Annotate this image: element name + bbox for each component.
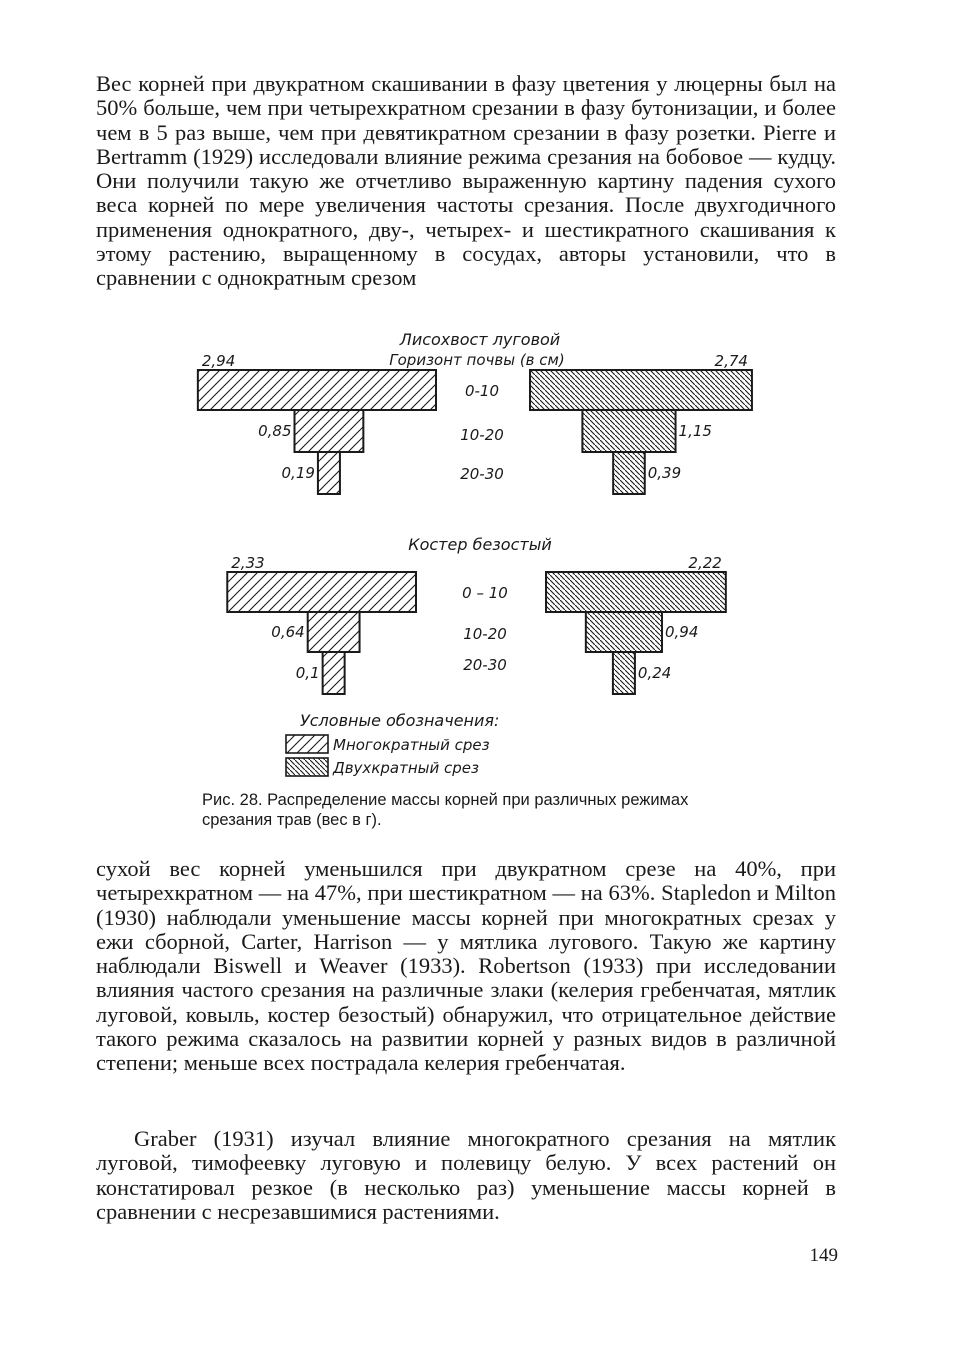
value-label: 0,1 [295,664,320,682]
paragraph-middle: сухой вес корней уменьшился при двукратном срезе на 40%, при четырехкратном — на 47%, при шестикратном — на 63%. Stapledon и Milton (1930) наблюдали уменьшение массы корней при многократных срезах у ежи сборной, Carter, Harrison — у мятлика лугового. Такую же картину наблюдали Biswell и Weaver (1933). Robertson (1933) при исследовании влияния частого срезания на различные злаки (келерия гребенчатая, мятлик луговой, ковыль, костер безостый) обнаружил, что отрицательное действие такого режима сказалось на развитии корней у разных видов в различной степени; меньше всех пострадала келерия гребенчатая. [96,856,836,1076]
legend-label: Двухкратный срез [333,759,479,777]
value-label: 2,33 [231,554,265,572]
bar-double-cut [613,652,635,694]
depth-label: 20-30 [460,465,504,483]
soil-horizon-axis-title: Горизонт почвы (в см) [389,351,565,369]
bar-multiple-cut [198,370,436,410]
bar-double-cut [546,572,726,612]
value-label: 0,85 [258,422,292,440]
bar-multiple-cut [295,410,364,452]
bar-double-cut [586,612,662,652]
value-label: 0,64 [271,623,305,641]
page-number: 149 [809,1245,838,1266]
value-label: 2,22 [688,554,722,572]
root-mass-figure [190,330,770,790]
value-label: 1,15 [678,422,712,440]
legend-swatch [286,758,328,776]
depth-label: 0 – 10 [462,584,508,602]
depth-label: 0-10 [464,382,500,400]
depth-label: 10-20 [463,625,507,643]
depth-label: 20-30 [463,656,507,674]
value-label: 0,19 [281,464,315,482]
bar-multiple-cut [318,452,340,494]
bar-multiple-cut [323,652,345,694]
paragraph-bottom: Graber (1931) изучал влияние многократного срезания на мятлик луговой, тимофеевку луговую и полевицу белую. У всех растений он констатировал резкое (в несколько раз) уменьшение массы корней в сравнении с несрезавшимися растениями. [96,1126,836,1224]
value-label: 2,74 [714,352,748,370]
paragraph-top: Вес корней при двукратном скашивании в фазу цветения у люцерны был на 50% больше, чем при четырехкратном срезании в фазу бутонизации, и более чем в 5 раз выше, чем при девятикратном срезании в фазу розетки. Pierre и Bertramm (1929) исследовали влияние режима срезания на бобовое — кудцу. Они получили такую же отчетливо выраженную картину падения сухого веса корней по мере увеличения частоты срезания. После двухгодичного применения однократного, дву-, четырех- и шестикратного скашивания к этому растению, выращенному в сосудах, авторы установили, что в сравнении с однократным срезом [96,71,836,291]
bar-double-cut [613,452,645,494]
value-label: 0,39 [647,464,682,482]
legend-label: Многократный срез [333,736,490,754]
bar-multiple-cut [308,612,360,652]
value-label: 0,24 [637,664,672,682]
legend-swatch [286,735,328,753]
figure-caption: Рис. 28. Распределение массы корней при различных режимах срезания трав (вес в г). [202,791,689,829]
depth-label: 10-20 [460,426,504,444]
bar-double-cut [582,410,675,452]
legend-title: Условные обозначения: [300,711,500,730]
value-label: 2,94 [201,352,236,370]
bar-multiple-cut [227,572,416,612]
value-label: 0,94 [664,623,699,641]
chart-title-2: Костер безостый [408,535,552,554]
chart-title-1: Лисохвост луговой [399,330,561,349]
bar-double-cut [530,370,752,410]
